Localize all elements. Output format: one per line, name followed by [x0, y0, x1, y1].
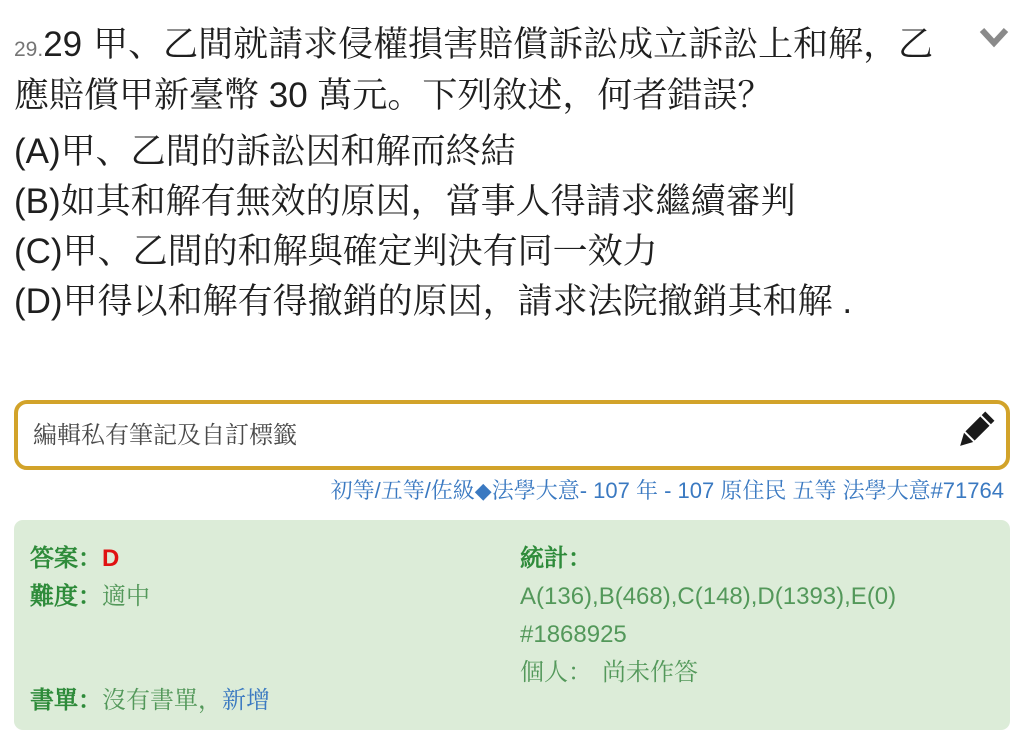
- question-number: 29: [43, 25, 83, 64]
- edit-note-button[interactable]: [950, 409, 998, 457]
- option-c-label: (C): [14, 232, 63, 271]
- question-list-index: 29.: [14, 38, 44, 61]
- option-d: [14, 277, 1010, 327]
- option-c-text: 甲、乙間的和解與確定判決有同一效力: [62, 232, 658, 271]
- stats-distribution: A(136),B(468),C(148),D(1393),E(0): [520, 583, 897, 610]
- stats-header-row: [520, 540, 994, 578]
- booklist-add-link[interactable]: 新增: [222, 687, 270, 714]
- pencil-icon: [950, 409, 998, 457]
- booklist-row: [30, 682, 520, 720]
- panel-right-column: [520, 540, 994, 720]
- note-editor-placeholder: 編輯私有筆記及自訂標籤: [33, 422, 297, 449]
- panel-left-column: [30, 540, 520, 720]
- chevron-down-icon: [978, 25, 1010, 51]
- answer-row: [30, 540, 520, 578]
- stats-distribution-row: [520, 578, 994, 616]
- option-a-text: 甲、乙間的訴訟因和解而終結: [60, 132, 516, 171]
- personal-label: 個人：: [520, 659, 592, 686]
- answer-value: D: [102, 545, 120, 572]
- option-b: [14, 177, 1010, 227]
- question-stem: 甲、乙間就請求侵權損害賠償訴訟成立訴訟上和解，乙應賠償甲新臺幣 30 萬元。下列敘述，何者錯誤？: [14, 25, 934, 115]
- source-row: [14, 476, 1010, 509]
- answer-label: 答案：: [30, 545, 102, 572]
- options-list: [14, 127, 1010, 327]
- stats-label: 統計：: [520, 545, 592, 572]
- option-c: [14, 227, 1010, 277]
- question-block: [14, 22, 1010, 327]
- question-text: [14, 22, 964, 119]
- stats-id-row: [520, 616, 994, 654]
- collapse-question-button[interactable]: [978, 25, 1010, 51]
- personal-value: 尚未作答: [602, 659, 698, 686]
- exam-source-link[interactable]: 初等/五等/佐級◆法學大意- 107 年 - 107 原住民 五等 法學大意#71764: [330, 478, 1004, 503]
- option-a: [14, 127, 1010, 177]
- booklist-text: 沒有書單，: [102, 687, 222, 714]
- note-editor[interactable]: [14, 400, 1010, 470]
- booklist-label: 書單：: [30, 687, 102, 714]
- difficulty-value: 適中: [102, 583, 150, 610]
- stats-question-id: #1868925: [520, 621, 627, 648]
- option-a-label: (A): [14, 132, 61, 171]
- difficulty-row: [30, 578, 520, 616]
- option-b-label: (B): [14, 182, 61, 221]
- difficulty-label: 難度：: [30, 583, 102, 610]
- answer-info-panel: [14, 520, 1010, 730]
- personal-row: [520, 654, 994, 692]
- option-d-text: 甲得以和解有得撤銷的原因，請求法院撤銷其和解 .: [62, 282, 853, 321]
- option-b-text: 如其和解有無效的原因，當事人得請求繼續審判: [60, 182, 796, 221]
- option-d-label: (D): [14, 282, 63, 321]
